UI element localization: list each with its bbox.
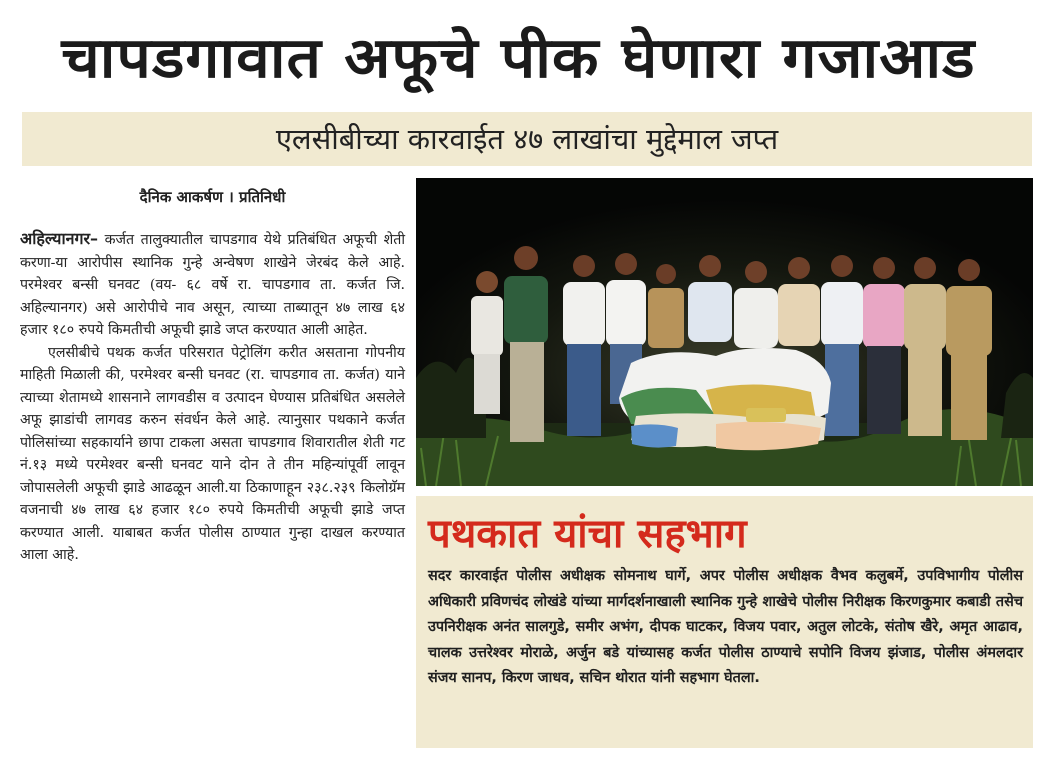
participation-box — [416, 496, 1033, 748]
police-team-photo-illustration — [416, 178, 1033, 486]
article-body — [20, 228, 405, 567]
headline: चापडगावात अफूचे पीक घेणारा गजाआड — [61, 26, 976, 91]
byline: दैनिक आकर्षण । प्रतिनिधी — [139, 188, 286, 206]
participation-body: सदर कारवाईत पोलीस अधीक्षक सोमनाथ घार्गे, अपर पोलीस अधीक्षक वैभव कलुबर्मे, उपविभागीय पोलीस अधिकारी प्रविणचंद लोखंडे यांच्या मार्गदर्शनाखाली स्थानिक गुन्हे शाखेचे पोलीस निरीक्षक किरणकुमार कबाडी तसेच उपनिरीक्षक अनंत सालगुडे, समीर अभंग, दीपक घाटकर, विजय पवार, अतुल लोटके, संतोष खैरे, अमृत आढाव, चालक उत्तरेश्वर मोराळे, अर्जुन बडे यांच्यासह कर्जत पोलीस ठाण्याचे सपोनि विजय झंजाड, पोलीस अंमलदार संजय सानप, किरण जाधव, सचिन थोरात यांनी सहभाग घेतला. — [428, 568, 1023, 686]
news-photo — [416, 178, 1033, 486]
dateline: अहिल्यानगर– — [20, 229, 99, 248]
participation-title: पथकात यांचा सहभाग — [428, 511, 747, 557]
article-paragraph-1 — [20, 228, 405, 342]
article-paragraph-1-text: कर्जत तालुक्यातील चापडगाव येथे प्रतिबंधित अफूची शेती करणा-या आरोपीस स्थानिक गुन्हे अन्वेषण शाखेने जेरबंद केले आहे. परमेश्वर बन्सी घनवट (वय- ६८ वर्षे रा. चापडगाव ता. कर्जत जि. अहिल्यानगर) असे आरोपीचे नाव असून, त्याच्या ताब्यातून ४७ लाख ६४ हजार १८० रुपये किमतीची अफूची झाडे जप्त करण्यात आली आहेत. — [20, 232, 405, 338]
subheadline: एलसीबीच्या कारवाईत ४७ लाखांचा मुद्देमाल जप्त — [275, 122, 779, 156]
article-paragraph-2: एलसीबीचे पथक कर्जत परिसरात पेट्रोलिंग करीत असताना गोपनीय माहिती मिळाली की, परमेश्वर बन्सी घनवट (रा. चापडगाव ता. कर्जत) याने त्याच्या शेतामध्ये शासनाने लागवडीस व उत्पादन घेण्यास प्रतिबंधित असलेले अफू झाडांची लागवड करुन संवर्धन केले आहे. त्यानुसार पथकाने कर्जत पोलिसांच्या सहकार्याने छापा टाकला असता चापडगाव शिवारातील शेती गट नं.१३ मध्ये परमेश्वर बन्सी घनवट याने दोन ते तीन महिन्यांपूर्वी लावून जोपासलेली अफूची झाडे आढळून आली.या ठिकाणाहून २३८.२३९ किलोग्रॅम वजनाची ४७ लाख ६४ हजार १८० रुपये किमतीची अफूची झाडे जप्त करण्यात आली. याबाबत कर्जत पोलीस ठाण्यात गुन्हा दाखल करण्यात आला आहे. — [20, 344, 405, 563]
subheadline-banner — [22, 112, 1032, 166]
